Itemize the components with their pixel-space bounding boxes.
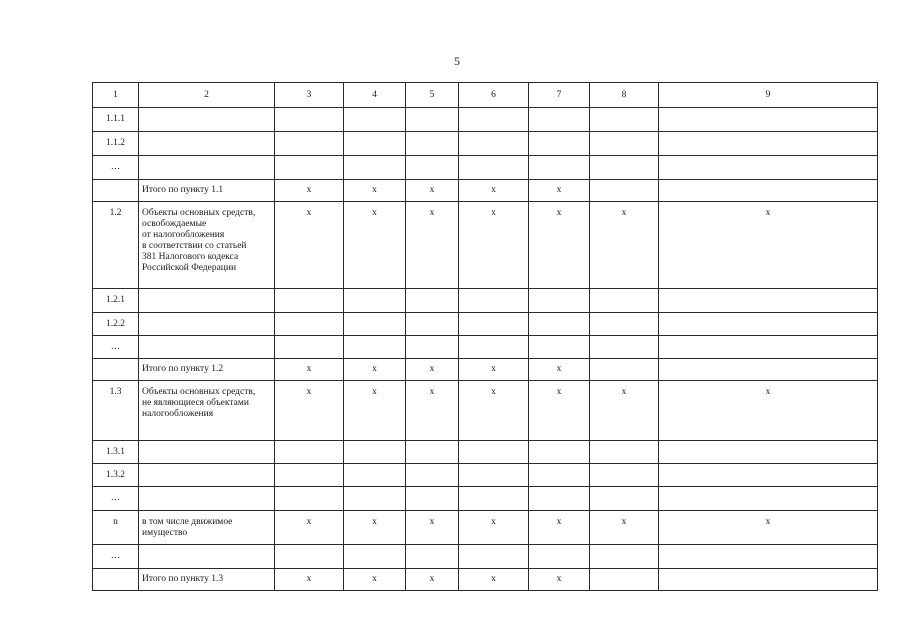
value-cell: x bbox=[344, 359, 406, 381]
value-cell bbox=[344, 487, 406, 511]
row-name-cell bbox=[139, 313, 275, 336]
value-cell bbox=[529, 156, 590, 180]
header-cell: 8 bbox=[590, 83, 659, 108]
value-cell bbox=[344, 156, 406, 180]
table-row bbox=[93, 464, 878, 487]
table-row bbox=[93, 569, 878, 591]
table-row bbox=[93, 313, 878, 336]
table-row bbox=[93, 487, 878, 511]
value-cell: x bbox=[344, 202, 406, 289]
header-row bbox=[93, 83, 878, 108]
value-cell bbox=[659, 569, 878, 591]
value-cell bbox=[459, 313, 529, 336]
table-row bbox=[93, 359, 878, 381]
value-cell: x bbox=[459, 359, 529, 381]
header-cell: 2 bbox=[139, 83, 275, 108]
row-number-cell bbox=[93, 180, 139, 202]
value-cell bbox=[459, 108, 529, 132]
value-cell: x bbox=[590, 511, 659, 545]
value-cell bbox=[590, 441, 659, 464]
value-cell: x bbox=[344, 381, 406, 441]
value-cell bbox=[459, 132, 529, 156]
value-cell bbox=[275, 289, 344, 313]
value-cell bbox=[459, 545, 529, 569]
value-cell bbox=[529, 313, 590, 336]
row-name-cell: Итого по пункту 1.2 bbox=[139, 359, 275, 381]
header-cell: 1 bbox=[93, 83, 139, 108]
table-row bbox=[93, 381, 878, 441]
value-cell bbox=[529, 545, 590, 569]
row-name-cell bbox=[139, 464, 275, 487]
row-name-cell bbox=[139, 108, 275, 132]
value-cell bbox=[344, 545, 406, 569]
value-cell bbox=[659, 180, 878, 202]
row-name-cell bbox=[139, 132, 275, 156]
value-cell bbox=[275, 441, 344, 464]
value-cell bbox=[275, 108, 344, 132]
table-row bbox=[93, 180, 878, 202]
row-name-cell bbox=[139, 545, 275, 569]
row-number-cell: … bbox=[93, 336, 139, 359]
value-cell bbox=[344, 464, 406, 487]
value-cell bbox=[275, 156, 344, 180]
value-cell bbox=[406, 313, 459, 336]
value-cell: x bbox=[659, 511, 878, 545]
value-cell bbox=[590, 545, 659, 569]
value-cell bbox=[406, 336, 459, 359]
value-cell bbox=[590, 180, 659, 202]
value-cell bbox=[459, 464, 529, 487]
value-cell bbox=[590, 464, 659, 487]
value-cell bbox=[659, 313, 878, 336]
value-cell bbox=[659, 545, 878, 569]
row-number-cell: 1.3 bbox=[93, 381, 139, 441]
value-cell bbox=[344, 441, 406, 464]
value-cell: x bbox=[275, 180, 344, 202]
value-cell bbox=[275, 464, 344, 487]
row-name-cell bbox=[139, 156, 275, 180]
value-cell: x bbox=[529, 511, 590, 545]
row-name-cell: в том числе движимое имущество bbox=[139, 511, 275, 545]
value-cell bbox=[590, 313, 659, 336]
value-cell bbox=[659, 132, 878, 156]
header-cell: 9 bbox=[659, 83, 878, 108]
value-cell bbox=[590, 289, 659, 313]
value-cell bbox=[344, 313, 406, 336]
value-cell bbox=[590, 569, 659, 591]
row-number-cell: 1.2.1 bbox=[93, 289, 139, 313]
row-number-cell: 1.1.1 bbox=[93, 108, 139, 132]
row-name-cell: Объекты основных средств, не являющиеся объектами налогообложения bbox=[139, 381, 275, 441]
header-cell: 4 bbox=[344, 83, 406, 108]
value-cell bbox=[659, 336, 878, 359]
row-number-cell: 1.3.2 bbox=[93, 464, 139, 487]
header-cell: 6 bbox=[459, 83, 529, 108]
row-number-cell: 1.2.2 bbox=[93, 313, 139, 336]
value-cell bbox=[344, 108, 406, 132]
table-row bbox=[93, 336, 878, 359]
header-cell: 5 bbox=[406, 83, 459, 108]
row-number-cell: 1.3.1 bbox=[93, 441, 139, 464]
value-cell bbox=[275, 132, 344, 156]
row-number-cell: 1.1.2 bbox=[93, 132, 139, 156]
value-cell: x bbox=[275, 381, 344, 441]
value-cell: x bbox=[529, 359, 590, 381]
value-cell bbox=[529, 132, 590, 156]
value-cell bbox=[406, 156, 459, 180]
value-cell bbox=[275, 313, 344, 336]
value-cell bbox=[590, 336, 659, 359]
table-row bbox=[93, 545, 878, 569]
row-number-cell: 1.2 bbox=[93, 202, 139, 289]
table-row bbox=[93, 511, 878, 545]
value-cell: x bbox=[406, 511, 459, 545]
value-cell bbox=[344, 336, 406, 359]
value-cell bbox=[529, 336, 590, 359]
value-cell bbox=[344, 132, 406, 156]
value-cell: x bbox=[529, 202, 590, 289]
value-cell: x bbox=[344, 511, 406, 545]
table-row bbox=[93, 441, 878, 464]
value-cell: x bbox=[344, 180, 406, 202]
value-cell bbox=[659, 464, 878, 487]
header-cell: 3 bbox=[275, 83, 344, 108]
value-cell bbox=[459, 156, 529, 180]
table-row bbox=[93, 156, 878, 180]
value-cell: x bbox=[459, 381, 529, 441]
value-cell bbox=[406, 289, 459, 313]
value-cell: x bbox=[590, 381, 659, 441]
value-cell bbox=[406, 464, 459, 487]
row-name-cell: Объекты основных средств, освобождаемые от налогообложения в соответствии со статьей 381 Налогового кодекса Российской Федерации bbox=[139, 202, 275, 289]
row-number-cell: … bbox=[93, 156, 139, 180]
value-cell bbox=[459, 441, 529, 464]
value-cell bbox=[659, 289, 878, 313]
value-cell bbox=[529, 289, 590, 313]
value-cell bbox=[659, 108, 878, 132]
value-cell bbox=[659, 487, 878, 511]
value-cell bbox=[275, 336, 344, 359]
row-number-cell: n bbox=[93, 511, 139, 545]
row-number-cell bbox=[93, 359, 139, 381]
value-cell: x bbox=[459, 511, 529, 545]
row-number-cell: … bbox=[93, 487, 139, 511]
value-cell bbox=[590, 487, 659, 511]
value-cell bbox=[275, 487, 344, 511]
table-row bbox=[93, 202, 878, 289]
tax-form-table bbox=[92, 82, 878, 591]
value-cell bbox=[659, 441, 878, 464]
value-cell: x bbox=[459, 202, 529, 289]
table-row bbox=[93, 108, 878, 132]
value-cell bbox=[406, 132, 459, 156]
row-name-cell bbox=[139, 336, 275, 359]
value-cell bbox=[529, 487, 590, 511]
value-cell bbox=[529, 108, 590, 132]
value-cell: x bbox=[275, 359, 344, 381]
table-row bbox=[93, 289, 878, 313]
value-cell bbox=[275, 545, 344, 569]
row-name-cell: Итого по пункту 1.1 bbox=[139, 180, 275, 202]
value-cell bbox=[406, 545, 459, 569]
row-name-cell bbox=[139, 487, 275, 511]
value-cell: x bbox=[275, 202, 344, 289]
value-cell bbox=[406, 441, 459, 464]
value-cell bbox=[459, 336, 529, 359]
value-cell bbox=[406, 108, 459, 132]
value-cell: x bbox=[529, 180, 590, 202]
value-cell bbox=[459, 289, 529, 313]
value-cell bbox=[590, 132, 659, 156]
table-row bbox=[93, 132, 878, 156]
value-cell: x bbox=[406, 359, 459, 381]
row-number-cell: … bbox=[93, 545, 139, 569]
value-cell bbox=[590, 359, 659, 381]
page-number: 5 bbox=[454, 54, 460, 68]
value-cell bbox=[590, 156, 659, 180]
value-cell: x bbox=[590, 202, 659, 289]
value-cell: x bbox=[659, 202, 878, 289]
value-cell bbox=[529, 441, 590, 464]
value-cell bbox=[344, 289, 406, 313]
value-cell: x bbox=[406, 180, 459, 202]
value-cell: x bbox=[406, 202, 459, 289]
value-cell: x bbox=[459, 180, 529, 202]
header-cell: 7 bbox=[529, 83, 590, 108]
value-cell: x bbox=[529, 569, 590, 591]
row-name-cell: Итого по пункту 1.3 bbox=[139, 569, 275, 591]
row-name-cell bbox=[139, 289, 275, 313]
value-cell: x bbox=[275, 569, 344, 591]
value-cell bbox=[590, 108, 659, 132]
value-cell bbox=[659, 156, 878, 180]
value-cell: x bbox=[529, 381, 590, 441]
value-cell: x bbox=[275, 511, 344, 545]
value-cell: x bbox=[344, 569, 406, 591]
value-cell: x bbox=[406, 569, 459, 591]
value-cell bbox=[659, 359, 878, 381]
value-cell bbox=[529, 464, 590, 487]
table-body bbox=[93, 83, 878, 591]
value-cell bbox=[406, 487, 459, 511]
value-cell: x bbox=[459, 569, 529, 591]
value-cell: x bbox=[659, 381, 878, 441]
row-name-cell bbox=[139, 441, 275, 464]
row-number-cell bbox=[93, 569, 139, 591]
value-cell bbox=[459, 487, 529, 511]
value-cell: x bbox=[406, 381, 459, 441]
